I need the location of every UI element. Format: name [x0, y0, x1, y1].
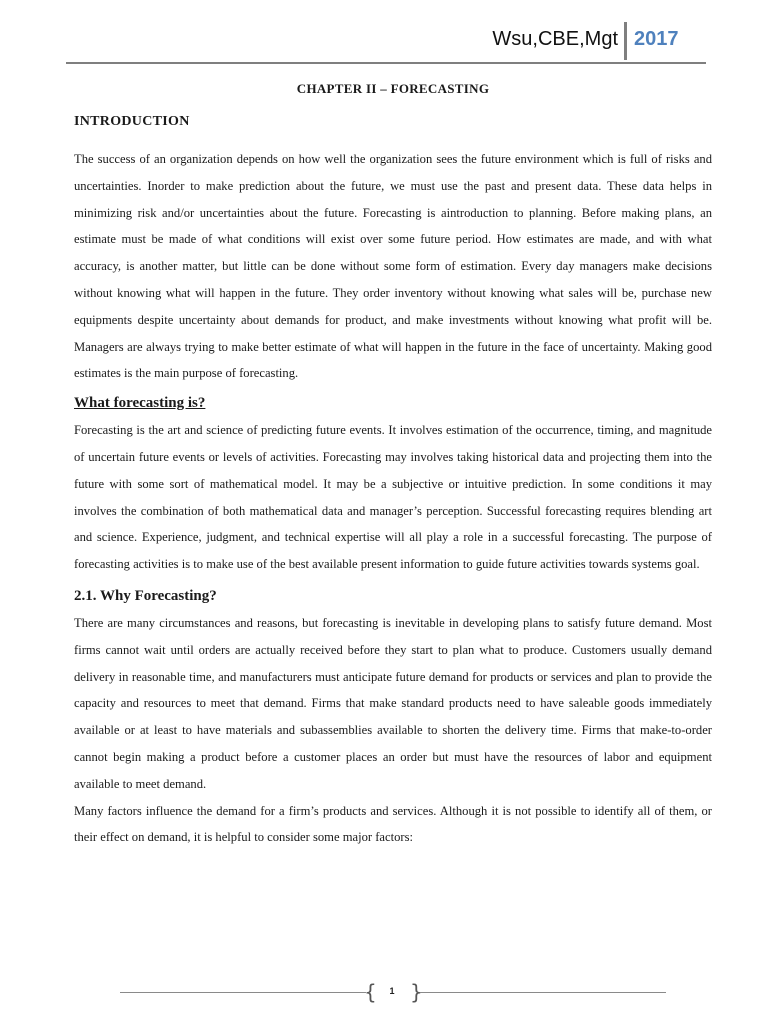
footer-rule-right	[420, 992, 666, 993]
page-number: 1	[389, 986, 395, 996]
why-forecasting-paragraph-2: Many factors influence the demand for a firm’s products and services. Although it is not possible to identify all of them, or their effect on demand, it is helpful to consider some major factors:	[74, 803, 712, 845]
chapter-title: CHAPTER II – FORECASTING	[296, 81, 490, 96]
introduction-paragraph: The success of an organization depends on how well the organization sees the future environment which is full of risks and uncertainties. Inorder to make prediction about the future, we must use the past and present data. These data helps in minimizing risk and/or uncertainties about the future. Forecasting is aintroduction to planning. Before making plans, an estimate must be made of what conditions will exist over some future period. How estimates are made, and with what accuracy, is another matter, but little can be done without some form of estimation. Every day managers make decisions without knowing what will happen in the future. They order inventory without knowing what sales will be, purchase new equipments despite uncertainty about demands for product, and make investments without knowing what profit will be. Managers are always trying to make better estimate of what will happen in the future in the face of uncertainty. Making good estimates is the main purpose of forecasting.	[74, 152, 712, 381]
header-separator	[624, 22, 627, 60]
page-header	[0, 22, 768, 62]
why-forecasting-paragraph-1: There are many circumstances and reasons, but forecasting is inevitable in developing plans to satisfy future demand. Most firms cannot wait until orders are actually received before they start to plan what to produce. Customers usually demand delivery in reasonable time, and manufacturers must anticipate future demand for products or services and plan to provide the capacity and resources to meet that demand. Firms that make standard products need to have saleable goods immediately available or at least to have materials and subassemblies available to shorten the delivery time. Firms that make-to-order cannot begin making a product before a customer places an order but must have the resources of labor and equipment available to meet demand.	[74, 615, 712, 791]
footer-brace-right: }	[410, 980, 423, 1004]
what-forecasting-heading: What forecasting is?	[74, 395, 206, 412]
introduction-heading: INTRODUCTION	[74, 114, 190, 129]
document-body	[74, 80, 712, 851]
page-footer	[0, 978, 768, 1008]
header-rule	[66, 62, 706, 64]
what-forecasting-paragraph: Forecasting is the art and science of predicting future events. It involves estimation of the occurrence, timing, and magnitude of uncertain future events or levels of activities. Forecasting may involves taking historical data and projecting them into the future with some sort of mathematical model. It may be a subjective or intuitive prediction. In some conditions it may involves the combination of both mathematical data and manager’s perception. Successful forecasting requires blending art and science. Experience, judgment, and technical expertise will all play a role in a successful forecasting. The purpose of forecasting activities is to make use of the best available present information to guide future activities towards systems goal.	[74, 423, 712, 572]
header-org-text: Wsu,CBE,Mgt	[492, 28, 618, 50]
header-year: 2017	[634, 28, 679, 50]
footer-brace-left: {	[364, 980, 377, 1004]
why-forecasting-heading: 2.1. Why Forecasting?	[74, 587, 217, 604]
footer-rule-left	[120, 992, 366, 993]
